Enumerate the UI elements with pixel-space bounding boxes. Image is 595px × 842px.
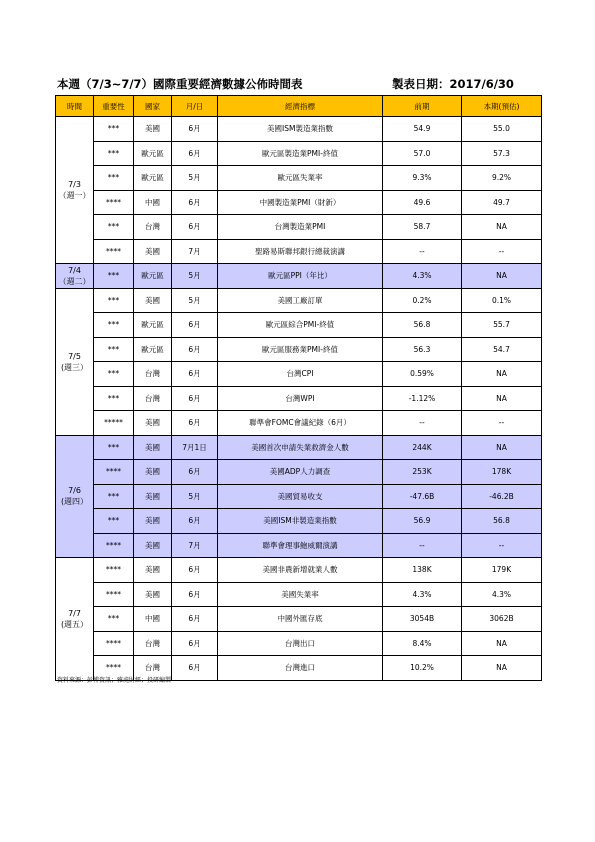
period-cell: 5月	[172, 288, 218, 313]
period-cell: 6月	[172, 141, 218, 166]
previous-value-cell: 244K	[383, 435, 462, 460]
table-row	[56, 607, 542, 632]
indicator-cell: 台灣WPI	[218, 386, 383, 411]
table-row	[56, 533, 542, 558]
country-cell: 美國	[134, 117, 172, 142]
forecast-value-cell: 55.7	[462, 313, 542, 338]
table-row	[56, 631, 542, 656]
importance-cell: ****	[94, 582, 134, 607]
previous-value-cell: 54.9	[383, 117, 462, 142]
country-cell: 中國	[134, 190, 172, 215]
importance-cell: ***	[94, 509, 134, 534]
importance-cell: ***	[94, 362, 134, 387]
weekday-label: （週一）	[58, 191, 91, 200]
indicator-cell: 美國非農新增就業人數	[218, 558, 383, 583]
country-cell: 歐元區	[134, 166, 172, 191]
previous-value-cell: 253K	[383, 460, 462, 485]
indicator-cell: 美國失業率	[218, 582, 383, 607]
page-title: 本週（7/3~7/7）國際重要經濟數據公佈時間表	[57, 77, 303, 91]
period-cell: 6月	[172, 411, 218, 436]
country-cell: 台灣	[134, 362, 172, 387]
indicator-cell: 美國貿易收支	[218, 484, 383, 509]
importance-cell: ****	[94, 631, 134, 656]
column-header-previous: 前期	[383, 96, 462, 117]
period-cell: 6月	[172, 558, 218, 583]
forecast-value-cell: 9.2%	[462, 166, 542, 191]
table-header-row	[56, 96, 542, 117]
period-cell: 6月	[172, 460, 218, 485]
table-row	[56, 386, 542, 411]
country-cell: 台灣	[134, 656, 172, 681]
period-cell: 6月	[172, 656, 218, 681]
previous-value-cell: 49.6	[383, 190, 462, 215]
forecast-value-cell: 179K	[462, 558, 542, 583]
forecast-value-cell: 57.3	[462, 141, 542, 166]
forecast-value-cell: -46.2B	[462, 484, 542, 509]
table-row	[56, 264, 542, 289]
previous-value-cell: --	[383, 239, 462, 264]
forecast-value-cell: 0.1%	[462, 288, 542, 313]
period-cell: 6月	[172, 313, 218, 338]
table-row	[56, 190, 542, 215]
country-cell: 美國	[134, 484, 172, 509]
indicator-cell: 聯準會FOMC會議紀錄（6月）	[218, 411, 383, 436]
country-cell: 歐元區	[134, 141, 172, 166]
previous-value-cell: 56.9	[383, 509, 462, 534]
forecast-value-cell: NA	[462, 656, 542, 681]
indicator-cell: 美國ADP人力調查	[218, 460, 383, 485]
indicator-cell: 台灣製造業PMI	[218, 215, 383, 240]
table-row	[56, 509, 542, 534]
country-cell: 美國	[134, 558, 172, 583]
period-cell: 6月	[172, 631, 218, 656]
period-cell: 7月	[172, 239, 218, 264]
table-row	[56, 460, 542, 485]
previous-value-cell: 9.3%	[383, 166, 462, 191]
table-row	[56, 288, 542, 313]
period-cell: 7月1日	[172, 435, 218, 460]
country-cell: 歐元區	[134, 313, 172, 338]
table-row	[56, 337, 542, 362]
previous-value-cell: -47.6B	[383, 484, 462, 509]
previous-value-cell: 56.3	[383, 337, 462, 362]
importance-cell: *****	[94, 411, 134, 436]
country-cell: 美國	[134, 460, 172, 485]
table-row	[56, 362, 542, 387]
indicator-cell: 台灣CPI	[218, 362, 383, 387]
table-row	[56, 313, 542, 338]
table-row	[56, 117, 542, 142]
forecast-value-cell: NA	[462, 631, 542, 656]
forecast-value-cell: NA	[462, 435, 542, 460]
table-row	[56, 484, 542, 509]
forecast-value-cell: 49.7	[462, 190, 542, 215]
date-cell	[56, 435, 94, 558]
previous-value-cell: 4.3%	[383, 264, 462, 289]
previous-value-cell: -1.12%	[383, 386, 462, 411]
importance-cell: ***	[94, 337, 134, 362]
forecast-value-cell: 55.0	[462, 117, 542, 142]
importance-cell: ***	[94, 117, 134, 142]
data-source-note: 資料來源：彭博資訊；雅虎財經；投研編製	[57, 677, 172, 684]
weekday-label: (週三）	[60, 362, 89, 372]
date-cell	[56, 117, 94, 264]
period-cell: 6月	[172, 215, 218, 240]
importance-cell: ***	[94, 386, 134, 411]
column-header-importance: 重要性	[94, 96, 134, 117]
forecast-value-cell: NA	[462, 386, 542, 411]
table-row	[56, 166, 542, 191]
indicator-cell: 歐元區服務業PMI-終值	[218, 337, 383, 362]
country-cell: 台灣	[134, 386, 172, 411]
indicator-cell: 聖路易斯聯邦銀行總裁演講	[218, 239, 383, 264]
table-row	[56, 411, 542, 436]
table-row	[56, 215, 542, 240]
column-header-forecast: 本期(預估)	[462, 96, 542, 117]
importance-cell: ****	[94, 460, 134, 485]
column-header-indicator: 經濟指標	[218, 96, 383, 117]
date-label: 7/7	[68, 608, 81, 618]
period-cell: 7月	[172, 533, 218, 558]
forecast-value-cell: NA	[462, 362, 542, 387]
forecast-value-cell: NA	[462, 264, 542, 289]
previous-value-cell: 57.0	[383, 141, 462, 166]
importance-cell: ****	[94, 533, 134, 558]
table-row	[56, 435, 542, 460]
country-cell: 美國	[134, 509, 172, 534]
previous-value-cell: 58.7	[383, 215, 462, 240]
importance-cell: ***	[94, 166, 134, 191]
previous-value-cell: 10.2%	[383, 656, 462, 681]
country-cell: 美國	[134, 411, 172, 436]
indicator-cell: 歐元區製造業PMI-終值	[218, 141, 383, 166]
forecast-value-cell: 178K	[462, 460, 542, 485]
forecast-value-cell: 4.3%	[462, 582, 542, 607]
indicator-cell: 台灣進口	[218, 656, 383, 681]
importance-cell: ***	[94, 141, 134, 166]
previous-value-cell: 0.59%	[383, 362, 462, 387]
date-label: 7/6	[68, 486, 81, 496]
importance-cell: ****	[94, 190, 134, 215]
indicator-cell: 台灣出口	[218, 631, 383, 656]
previous-value-cell: --	[383, 533, 462, 558]
table-row	[56, 582, 542, 607]
importance-cell: ***	[94, 264, 134, 289]
country-cell: 台灣	[134, 631, 172, 656]
table-row	[56, 239, 542, 264]
indicator-cell: 中國外匯存底	[218, 607, 383, 632]
previous-value-cell: 138K	[383, 558, 462, 583]
country-cell: 美國	[134, 239, 172, 264]
date-cell	[56, 264, 94, 289]
forecast-value-cell: NA	[462, 215, 542, 240]
importance-cell: ****	[94, 239, 134, 264]
indicator-cell: 中國製造業PMI（財新）	[218, 190, 383, 215]
importance-cell: ***	[94, 288, 134, 313]
country-cell: 美國	[134, 288, 172, 313]
table-body	[56, 117, 542, 681]
weekday-label: （週二）	[58, 276, 91, 286]
importance-cell: ***	[94, 484, 134, 509]
forecast-value-cell: 54.7	[462, 337, 542, 362]
table-row	[56, 141, 542, 166]
importance-cell: ***	[94, 607, 134, 632]
period-cell: 5月	[172, 484, 218, 509]
column-header-country: 國家	[134, 96, 172, 117]
forecast-value-cell: --	[462, 239, 542, 264]
importance-cell: ****	[94, 656, 134, 681]
country-cell: 歐元區	[134, 264, 172, 289]
forecast-value-cell: 3062B	[462, 607, 542, 632]
date-label: 7/3	[68, 180, 81, 189]
column-header-time: 時間	[56, 96, 94, 117]
period-cell: 6月	[172, 362, 218, 387]
importance-cell: ***	[94, 313, 134, 338]
importance-cell: ***	[94, 435, 134, 460]
indicator-cell: 歐元區失業率	[218, 166, 383, 191]
indicator-cell: 美國ISM非製造業指數	[218, 509, 383, 534]
economic-calendar-table	[55, 95, 542, 681]
period-cell: 5月	[172, 166, 218, 191]
period-cell: 6月	[172, 509, 218, 534]
period-cell: 6月	[172, 386, 218, 411]
weekday-label: (週五）	[60, 619, 89, 629]
forecast-value-cell: 56.8	[462, 509, 542, 534]
indicator-cell: 美國工廠訂單	[218, 288, 383, 313]
country-cell: 歐元區	[134, 337, 172, 362]
previous-value-cell: 56.8	[383, 313, 462, 338]
country-cell: 美國	[134, 582, 172, 607]
country-cell: 美國	[134, 533, 172, 558]
previous-value-cell: --	[383, 411, 462, 436]
indicator-cell: 歐元區綜合PMI-終值	[218, 313, 383, 338]
weekday-label: (週四）	[60, 497, 89, 507]
table-row	[56, 558, 542, 583]
indicator-cell: 美國ISM製造業指數	[218, 117, 383, 142]
country-cell: 中國	[134, 607, 172, 632]
country-cell: 美國	[134, 435, 172, 460]
date-cell	[56, 288, 94, 435]
indicator-cell: 美國首次申請失業救濟金人數	[218, 435, 383, 460]
column-header-period: 月/日	[172, 96, 218, 117]
previous-value-cell: 4.3%	[383, 582, 462, 607]
period-cell: 6月	[172, 582, 218, 607]
importance-cell: ****	[94, 558, 134, 583]
indicator-cell: 歐元區PPI（年比）	[218, 264, 383, 289]
period-cell: 6月	[172, 117, 218, 142]
country-cell: 台灣	[134, 215, 172, 240]
previous-value-cell: 3054B	[383, 607, 462, 632]
date-cell	[56, 558, 94, 681]
period-cell: 6月	[172, 190, 218, 215]
period-cell: 6月	[172, 607, 218, 632]
period-cell: 6月	[172, 337, 218, 362]
period-cell: 5月	[172, 264, 218, 289]
forecast-value-cell: --	[462, 411, 542, 436]
importance-cell: ***	[94, 215, 134, 240]
date-label: 7/4	[68, 265, 81, 275]
previous-value-cell: 0.2%	[383, 288, 462, 313]
previous-value-cell: 8.4%	[383, 631, 462, 656]
indicator-cell: 聯準會理事鮑威爾演講	[218, 533, 383, 558]
date-label: 7/5	[68, 351, 81, 361]
forecast-value-cell: --	[462, 533, 542, 558]
report-date: 製表日期：2017/6/30	[392, 77, 514, 91]
